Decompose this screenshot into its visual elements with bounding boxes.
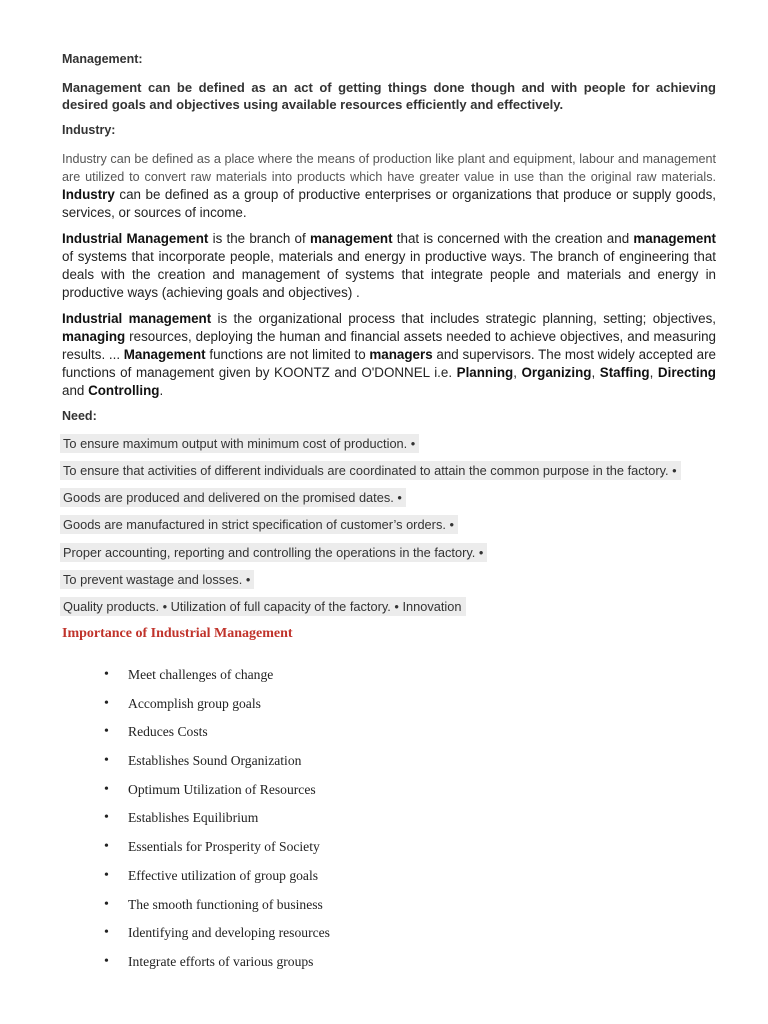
text: resources, deploying the human and financial assets needed to achieve objectives, and measuring results. ... bbox=[62, 329, 716, 362]
text: that is concerned with the creation and bbox=[392, 231, 634, 246]
term-controlling: Controlling bbox=[88, 383, 160, 398]
industry-bold-term: Industry bbox=[62, 187, 115, 202]
text: and supervisors. The most widely accepted are functions of management given by KOONTZ and O'DONNEL i.e. bbox=[62, 347, 716, 380]
text: functions are not limited to bbox=[205, 347, 370, 362]
text: , bbox=[649, 365, 658, 380]
need-item: Goods are produced and delivered on the promised dates. • bbox=[60, 488, 406, 507]
need-item: To ensure that activities of different individuals are coordinated to attain the common purpose in the factory. • bbox=[60, 461, 681, 480]
industry-heading: Industry: bbox=[62, 123, 116, 137]
importance-heading: Importance of Industrial Management bbox=[62, 626, 293, 641]
industrial-management-paragraph-1 bbox=[62, 230, 716, 302]
need-item: To prevent wastage and losses. • bbox=[60, 570, 254, 589]
industry-definition bbox=[62, 150, 716, 222]
management-heading: Management: bbox=[62, 52, 143, 66]
term-managing: managing bbox=[62, 329, 126, 344]
need-item: Proper accounting, reporting and controlling the operations in the factory. • bbox=[60, 543, 487, 562]
list-item: • Establishes Sound Organization bbox=[104, 751, 330, 780]
term-management: Management bbox=[123, 347, 206, 362]
list-item: • Essentials for Prosperity of Society bbox=[104, 837, 330, 866]
text: , bbox=[513, 365, 522, 380]
management-definition: Management can be defined as an act of getting things done though and with people for achieving desired goals and objectives using available resources efficiently and effectively. bbox=[62, 80, 716, 112]
industry-def-part1: Industry can be defined as a place where the means of production like plant and equipment, labour and management are utilized to convert raw materials into products which have greater value in use than the original raw materials. bbox=[62, 152, 716, 184]
text: , bbox=[591, 365, 600, 380]
need-item: To ensure maximum output with minimum cost of production. • bbox=[60, 434, 419, 453]
list-item: • Integrate efforts of various groups bbox=[104, 952, 330, 981]
need-item: Goods are manufactured in strict specification of customer’s orders. • bbox=[60, 515, 458, 534]
text: . bbox=[159, 383, 164, 398]
need-item: Quality products. • Utilization of full capacity of the factory. • Innovation bbox=[60, 597, 466, 616]
term-organizing: Organizing bbox=[521, 365, 592, 380]
list-item: • Meet challenges of change bbox=[104, 665, 330, 694]
list-item: • The smooth functioning of business bbox=[104, 895, 330, 924]
list-item: • Reduces Costs bbox=[104, 722, 330, 751]
need-heading: Need: bbox=[62, 409, 97, 423]
term-management: management bbox=[633, 231, 716, 246]
text: is the branch of bbox=[208, 231, 310, 246]
term-management: management bbox=[309, 231, 393, 246]
list-item: • Identifying and developing resources bbox=[104, 923, 330, 952]
text: is the organizational process that includes strategic planning, setting; objectives, bbox=[211, 311, 716, 326]
text: of systems that incorporate people, materials and energy in productive ways. The branch of engineering that deals with the creation and management of systems that integrate people and materials and energy in productive ways (achieving goals and objectives) . bbox=[62, 249, 716, 300]
list-item: • Accomplish group goals bbox=[104, 694, 330, 723]
term-staffing: Staffing bbox=[599, 365, 650, 380]
industrial-management-paragraph-2 bbox=[62, 310, 716, 400]
list-item: • Optimum Utilization of Resources bbox=[104, 780, 330, 809]
term-managers: managers bbox=[369, 347, 433, 362]
importance-list bbox=[104, 665, 330, 981]
text: and bbox=[62, 383, 89, 398]
term-planning: Planning bbox=[456, 365, 514, 380]
term-industrial-management: Industrial Management bbox=[62, 231, 209, 246]
list-item: • Establishes Equilibrium bbox=[104, 808, 330, 837]
industry-def-part2: can be defined as a group of productive enterprises or organizations that produce or supply goods, services, or sources of income. bbox=[62, 187, 716, 220]
list-item: • Effective utilization of group goals bbox=[104, 866, 330, 895]
term-directing: Directing bbox=[657, 365, 716, 380]
term-industrial-management: Industrial management bbox=[62, 311, 212, 326]
